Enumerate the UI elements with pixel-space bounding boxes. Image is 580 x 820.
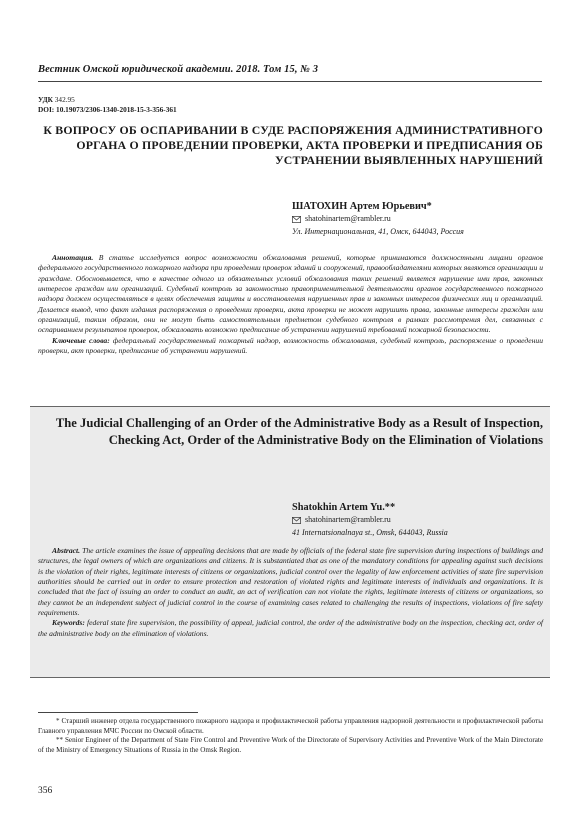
page-number: 356 — [38, 786, 53, 796]
author-name-ru: ШАТОХИН Артем Юрьевич* — [292, 201, 432, 212]
header-divider — [38, 81, 542, 82]
doi-label: DOI: — [38, 105, 55, 114]
article-title-ru: К ВОПРОСУ ОБ ОСПАРИВАНИИ В СУДЕ РАСПОРЯЖЕНИЯ АДМИНИСТРАТИВНОГО ОРГАНА О ПРОВЕДЕНИИ ПРОВЕРКИ, АКТА ПРОВЕРКИ И ПРЕДПИСАНИЯ ОБ УСТРАНЕНИИ ВЫЯВЛЕННЫХ НАРУШЕНИЙ — [43, 123, 543, 167]
author-block-en — [292, 501, 542, 539]
keywords-label-ru: Ключевые слова: — [52, 335, 110, 345]
author-name-en: Shatokhin Artem Yu.** — [292, 502, 396, 513]
abstract-label-ru: Аннотация. — [52, 253, 94, 262]
abstract-label-en: Abstract. — [52, 546, 81, 555]
abstract-text-ru: В статье исследуется вопрос возможности обжалования решений, которые принимаются должностными лицами органов федерального государственного пожарного надзора при проведении проверок зданий и сооружений, правообладателями которых являются организации и граждане. Обосновывается, что в качестве одного из обязательных условий обжалования таких решений является нарушение ими прав, законных интересов граждан или организаций. Судебный контроль за законностью правоприменительной деятельности органов государственного пожарного надзора должен осуществляться в целях обеспечения защиты и восстановления нарушенных прав и законных интересов физических лиц и организаций. Делается вывод, что факт издания распоряжения о проведении проверки, акта проверки не может нарушить права, законные интересы граждан или организаций, таким образом, они не могут быть самостоятельным предметом судебного контроля в рамках рассмотрения дел, связанных с оспариванием результатов проверок, обжаловать возможно предписание об устранении нарушений требований пожарной безопасности. — [38, 253, 543, 335]
author-address-en: 41 Internatsionalnaya st., Omsk, 644043, Russia — [292, 527, 448, 537]
abstract-en — [38, 546, 543, 639]
abstract-paragraph-ru — [38, 253, 543, 336]
udc-line — [38, 95, 177, 105]
keywords-ru — [38, 336, 543, 357]
doi-value: 10.19073/2306-1340-2018-15-3-356-361 — [56, 105, 177, 114]
keywords-text-ru: федеральный государственный пожарный надзор, возможность обжалования, судебный контроль, распоряжение о проведении проверки, акт проверки, предписание об устранении нарушений. — [38, 335, 544, 356]
author-email-en[interactable]: shatohinartem@rambler.ru — [305, 515, 391, 524]
udc-label: УДК — [38, 95, 53, 104]
author-email-row-ru — [292, 213, 542, 226]
journal-header: Вестник Омской юридической академии. 2018. Том 15, № 3 — [38, 64, 319, 75]
author-email-ru[interactable]: shatohinartem@rambler.ru — [305, 214, 391, 223]
footnotes — [38, 717, 543, 755]
footnote-ru: * Старший инженер отдела государственного пожарного надзора и профилактической работы управления надзорной деятельности и профилактической работы Главного управления МЧС России по Омской области. — [38, 717, 543, 735]
abstract-text-en: The article examines the issue of appealing decisions that are made by officials of the federal state fire supervision during inspections of buildings and structures, the legal owners of which are organizations and citizens. It is substantiated that as one of the mandatory conditions for appealing against such decisions is the violation of their rights, legitimate interests of citizens or organizations, judicial control over the legality of law enforcement activities of state fire supervision authorities should be carried out in order to ensure protection and restoration of violated rights and legitimate interests of individuals and organizations. It is concluded that the fact of issuing an order to conduct an audit, an act of verification can not violate the rights, legitimate interests of citizens or organizations, so they cannot be an independent subject of judicial control in the course of examining cases related to challenging the results of inspections, violations of fire safety requirements. — [38, 546, 544, 618]
footnote-en: ** Senior Engineer of the Department of State Fire Control and Preventive Work of the Directorate of Supervisory Activities and Preventive Work of the Main Directorate of the Ministry of Emergency Situations of Russia in the Omsk Region. — [38, 736, 543, 754]
keywords-text-en: federal state fire supervision, the possibility of appeal, judicial control, the order of the administrative body on the inspection, checking act, order of the administrative body on the elimination of violations. — [38, 618, 543, 638]
author-block-ru — [292, 200, 542, 238]
footnote-divider — [38, 712, 198, 713]
article-title-en: The Judicial Challenging of an Order of the Administrative Body as a Result of Inspection, Checking Act, Order of the Administrative Body on the Elimination of Violations — [55, 416, 543, 447]
keywords-en — [38, 618, 543, 639]
doi-line — [38, 105, 177, 115]
keywords-label-en: Keywords: — [52, 618, 85, 628]
author-email-row-en — [292, 514, 542, 527]
abstract-ru — [38, 253, 543, 356]
envelope-icon — [292, 517, 301, 524]
udc-value: 342.95 — [54, 95, 75, 104]
abstract-paragraph-en — [38, 546, 543, 618]
envelope-icon — [292, 216, 301, 223]
author-address-ru: Ул. Интернациональная, 41, Омск, 644043, Россия — [292, 226, 464, 236]
article-identifiers — [38, 95, 177, 115]
